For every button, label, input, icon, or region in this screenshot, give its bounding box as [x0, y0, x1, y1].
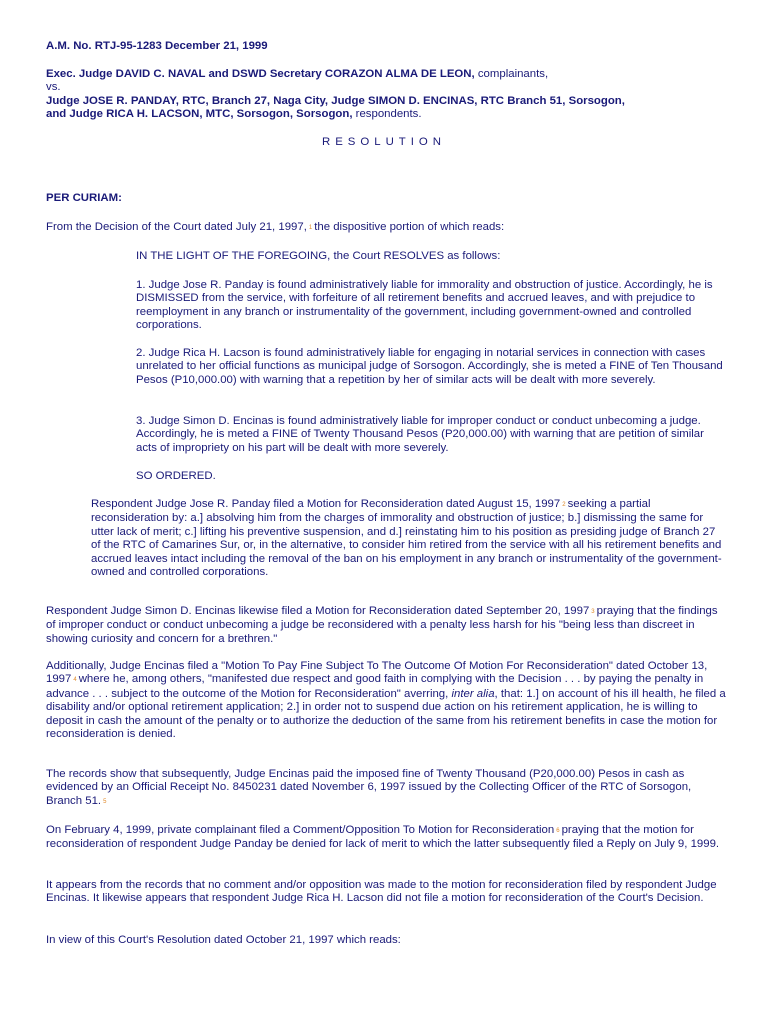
footnote-link-6[interactable]: 6 — [556, 828, 560, 834]
intro-text: From the Decision of the Court dated July 21, 1997, — [46, 221, 307, 233]
records-paragraph — [46, 768, 726, 809]
quote-item-1: 1. Judge Jose R. Panday is found administratively liable for immorality and obstruction of justice. Accordingly, he is DISMISSED from the service, with forfeiture of all retirement benefits and accrued leaves, and with prejudice to reemployment in any branch or instrumentality of the government, including government-owned and controlled corporations. — [136, 279, 713, 332]
intro-text-tail: the dispositive portion of which reads: — [314, 221, 505, 233]
footnote-link-5[interactable]: 5 — [103, 798, 107, 805]
quote-so-ordered: SO ORDERED. — [136, 470, 216, 482]
versus-label: vs. — [46, 81, 61, 94]
encinas-motion-paragraph — [46, 605, 726, 646]
february-paragraph — [46, 824, 726, 852]
parties-block — [46, 68, 726, 122]
quote-lead: IN THE LIGHT OF THE FOREGOING, the Court RESOLVES as follows: — [136, 250, 501, 262]
per-curiam-text: PER CURIAM: — [46, 192, 122, 204]
quote-item-3: 3. Judge Simon D. Encinas is found administratively liable for improper conduct or conduct unbecoming a judge. Accordingly, he is meted a FINE of Twenty Thousand Pesos (P20,000.00) with warning that are petition of similar acts of impropriety on his part will be dealt with more severely. — [136, 415, 704, 454]
additionally-text-tail: , that: 1.] on account of his ill health, he filed a disability and/or optional retirement application; 2.] in order not to suspend due action on his retirement application, he is willing to deposit in cash the amount of the penalty or to authorize the deduction of the same from his retirement benefits in case the motion for reconsideration is denied. — [46, 687, 726, 741]
encinas-text: Respondent Judge Simon D. Encinas likewise filed a Motion for Reconsideration dated September 20, 1997 — [46, 605, 590, 617]
respondents-label: respondents. — [352, 108, 422, 121]
quote-item-2: 2. Judge Rica H. Lacson is found administratively liable for engaging in notarial services in connection with cases unrelated to her official functions as municipal judge of Sorsogon. Accordingly, she is meted a FINE of Ten Thousand Pesos (P10,000.00) with warning that a repetition by her of similar acts will be dealt with more severely. — [136, 347, 723, 386]
panday-text: Respondent Judge Jose R. Panday filed a Motion for Reconsideration dated August 15, 1997 — [91, 498, 561, 510]
per-curiam-heading — [46, 192, 726, 205]
february-text: On February 4, 1999, private complainant filed a Comment/Opposition To Motion for Reconsideration — [46, 824, 555, 836]
records-text: The records show that subsequently, Judge Encinas paid the imposed fine of Twenty Thousand (P20,000.00) Pesos in cash as evidenced by an Official Receipt No. 8450231 dated November 6, 1997 issued by the Collecting Officer of the RTC of Sorsogon, Branch 51. — [46, 768, 692, 807]
resolution-title: RESOLUTION — [321, 136, 447, 148]
february-text-tail: praying that the motion for reconsideration of respondent Judge Panday be denied for lack of merit to which the latter subsequently filed a Reply on July 9, 1999. — [46, 824, 720, 851]
footnote-link-2[interactable]: 2 — [562, 502, 566, 508]
inter-alia-text: inter alia — [451, 687, 495, 700]
respondents-names-line2: and Judge RICA H. LACSON, MTC, Sorsogon, Sorsogon, — [46, 108, 353, 121]
intro-paragraph — [46, 221, 726, 235]
footnote-link-4[interactable]: 4 — [73, 677, 77, 684]
additionally-text-middle: where he, among others, "manifested due respect and good faith in complying with the Decision . . . by paying the penalty in advance . . . subject to the outcome of the Motion for Reconsideration" averring, — [46, 673, 704, 700]
respondents-names-line1: Judge JOSE R. PANDAY, RTC, Branch 27, Naga City, Judge SIMON D. ENCINAS, RTC Branch 51, Sorsogon, — [46, 94, 625, 107]
complainants-label: complainants, — [474, 68, 549, 80]
panday-motion-paragraph — [91, 498, 727, 579]
docket-number: A.M. No. RTJ-95-1283 December 21, 1999 — [46, 40, 268, 52]
footnote-link-1[interactable]: 1 — [308, 225, 313, 231]
docket-line — [46, 40, 726, 53]
additionally-text: Additionally, Judge Encinas filed a "Motion To Pay Fine Subject To The Outcome Of Motion For Reconsideration" dated October 13, 1997 — [46, 660, 708, 686]
encinas-text-tail: praying that the findings of improper conduct or conduct unbecoming a judge be reconsidered with a penalty less harsh for his "being less than discreet in showing curiosity and concern for a brethren." — [46, 605, 718, 645]
footnote-link-3[interactable]: 3 — [591, 609, 595, 615]
panday-text-tail: seeking a partial reconsideration by: a.] absolving him from the charges of immorality and obstruction of justice; b.] dismissing the same for utter lack of merit; c.] lifting his preventive suspension, and d.] reinstating him to his position as presiding judge of Branch 27 of the RTC of Camarines Sur, or, in the alternative, to consider him retired from the service with all his retirement benefits and accrued leaves intact including the removal of the ban on his employment in any branch or instrumentality of the government-owned and controlled corporations. — [91, 498, 722, 579]
additionally-paragraph — [46, 660, 726, 741]
appears-paragraph: It appears from the records that no comment and/or opposition was made to the motion for reconsideration filed by respondent Judge Encinas. It likewise appears that respondent Judge Rica H. Lacson did not file a motion for reconsideration of the Court's Decision. — [46, 879, 717, 905]
in-view-paragraph: In view of this Court's Resolution dated October 21, 1997 which reads: — [46, 934, 401, 946]
complainants-names: Exec. Judge DAVID C. NAVAL and DSWD Secretary CORAZON ALMA DE LEON, — [46, 68, 475, 80]
